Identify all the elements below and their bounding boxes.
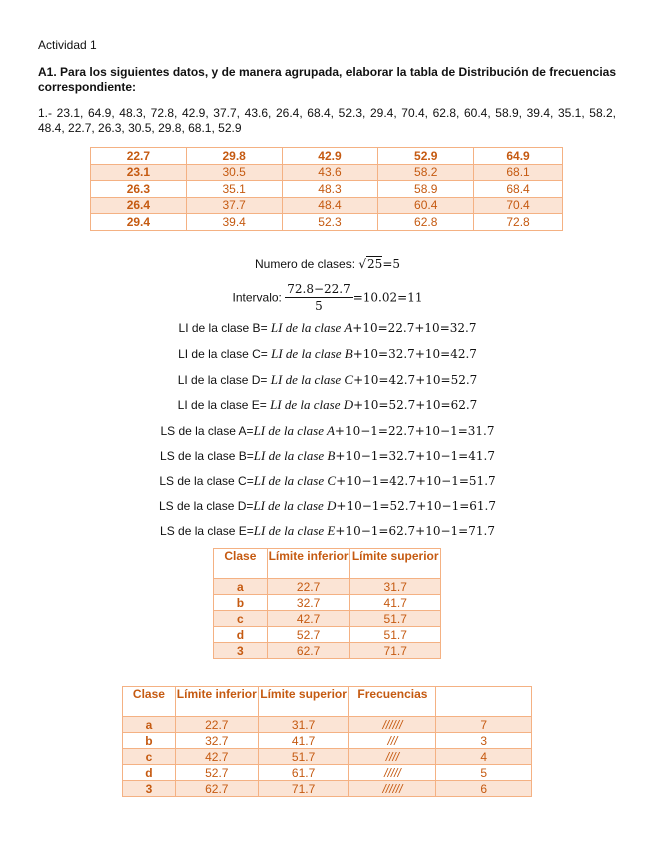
li-line-b [0,320,655,336]
tally-cell: //// [349,749,436,765]
formula-expression: LI de la clase D [253,498,337,513]
ls-line-d [0,498,655,514]
table-cell: b [214,595,268,611]
li-line-d [0,372,655,388]
formula-expression: LI de la clase D [270,397,354,412]
table-cell: 42.9 [282,148,378,165]
num-classes-formula [0,256,655,272]
frequency-cell: 7 [436,717,532,733]
table-cell: 62.8 [378,214,474,231]
table-cell: 30.5 [186,164,282,181]
table-row [214,627,441,643]
table-row [91,181,563,198]
formula-label: LI de la clase D= [177,373,271,387]
table-header-row [123,687,532,717]
table-cell: 61.7 [258,765,349,781]
table-row [123,717,532,733]
ls-line-c [0,473,655,489]
formula-label: LI de la clase B= [178,321,271,335]
frequency-cell: 6 [436,781,532,797]
formula-label: LS de la clase D= [158,499,254,513]
table-cell: 41.7 [258,733,349,749]
tally-cell: ////// [349,781,436,797]
table-cell: 71.7 [258,781,349,797]
table-cell: 37.7 [186,197,282,214]
li-line-e [0,397,655,413]
ls-line-e [0,523,655,539]
column-header: Límite inferior [267,549,350,579]
table-cell: 51.7 [258,749,349,765]
formula-expression: LI de la clase C [270,372,354,387]
table-cell: c [123,749,176,765]
frequency-cell: 5 [436,765,532,781]
table-cell: 68.1 [474,164,563,181]
formula-label: LS de la clase B= [160,449,254,463]
table-cell: 42.7 [267,611,350,627]
column-header: Frecuencias [349,687,436,717]
formula-expression: LI de la clase A [270,320,353,335]
table-row [214,579,441,595]
formula-calculation: +10−1=52.7+10−1=61.7 [336,499,496,513]
formula-expression: LI de la clase B [271,346,353,361]
formula-label: LI de la clase E= [177,398,271,412]
table-cell: 68.4 [474,181,563,198]
formula-calculation: +10=42.7+10=52.7 [353,373,478,387]
table-cell: 48.3 [282,181,378,198]
interval-formula [0,281,655,314]
table-row [123,781,532,797]
formula-calculation: +10=22.7+10=32.7 [352,321,477,335]
formula-calculation: +10=32.7+10=42.7 [352,347,477,361]
interval-fraction [285,281,353,314]
data-values-line: 1.- 23.1, 64.9, 48.3, 72.8, 42.9, 37.7, 43.6, 26.4, 68.4, 52.3, 29.4, 70.4, 62.8, 60.4, 58.9, 39.4, 35.1, 58.2, 48.4, 22.7, 26.3, 30.5, 29.8, 68.1, 52.9 [38,106,616,135]
table-cell: 39.4 [186,214,282,231]
table-cell: 32.7 [267,595,350,611]
table-cell: 29.4 [91,214,187,231]
frequency-cell: 4 [436,749,532,765]
table-cell: 22.7 [91,148,187,165]
column-header [436,687,532,717]
table-cell: 26.4 [91,197,187,214]
table-cell: 22.7 [175,717,258,733]
exercise-heading: A1. Para los siguientes datos, y de manera agrupada, elaborar la tabla de Distribución de frecuencias correspondiente: [38,65,616,94]
table-cell: 35.1 [186,181,282,198]
formula-calculation: +10=52.7+10=62.7 [353,398,478,412]
table-cell: 23.1 [91,164,187,181]
formula-expression: LI de la clase A [253,423,335,438]
formula-expression: LI de la clase C [253,473,337,488]
activity-title: Actividad 1 [38,38,97,52]
table-cell: 58.2 [378,164,474,181]
tally-cell: /// [349,733,436,749]
formula-calculation: +10−1=22.7+10−1=31.7 [334,424,495,438]
table-cell: c [214,611,268,627]
column-header: Clase [123,687,176,717]
formula-label: LS de la clase A= [160,424,254,438]
frequency-table [122,686,532,797]
table-row [91,197,563,214]
table-row [123,765,532,781]
table-cell: 43.6 [282,164,378,181]
table-cell: 62.7 [267,643,350,659]
data-table [90,147,563,231]
formula-calculation: +10−1=32.7+10−1=41.7 [335,449,495,463]
limits-table [213,548,441,659]
formula-result: =10.02=11 [352,290,423,305]
column-header: Límite superior [258,687,349,717]
table-cell: 31.7 [350,579,441,595]
formula-expression: LI de la clase E [253,523,336,538]
ls-line-a [0,423,655,439]
column-header: Límite inferior [175,687,258,717]
frequency-cell: 3 [436,733,532,749]
table-row [91,164,563,181]
formula-label: LS de la clase E= [160,524,254,538]
table-cell: 26.3 [91,181,187,198]
formula-calculation: +10−1=62.7+10−1=71.7 [335,524,495,538]
table-cell: 29.8 [186,148,282,165]
table-cell: 52.7 [175,765,258,781]
table-row [214,611,441,627]
table-cell: 64.9 [474,148,563,165]
sqrt-symbol: √ [358,257,367,271]
table-cell: 32.7 [175,733,258,749]
table-cell: d [123,765,176,781]
column-header: Límite superior [350,549,441,579]
table-row [214,595,441,611]
table-cell: 70.4 [474,197,563,214]
table-cell: 42.7 [175,749,258,765]
table-header-row [214,549,441,579]
table-cell: 58.9 [378,181,474,198]
formula-result: =5 [382,257,401,271]
li-line-c [0,346,655,362]
formula-label: LI de la clase C= [178,347,272,361]
table-row [214,643,441,659]
radicand: 25 [367,257,383,271]
ls-line-b [0,448,655,464]
table-row [123,733,532,749]
table-cell: 51.7 [350,611,441,627]
table-cell: 31.7 [258,717,349,733]
tally-cell: ///// [349,765,436,781]
column-header: Clase [214,549,268,579]
table-cell: 48.4 [282,197,378,214]
formula-calculation: +10−1=42.7+10−1=51.7 [336,474,496,488]
table-cell: 72.8 [474,214,563,231]
formula-label: Intervalo: [232,290,286,305]
table-cell: a [123,717,176,733]
formula-label: Numero de clases: [254,257,359,271]
table-cell: 71.7 [350,643,441,659]
table-cell: 52.3 [282,214,378,231]
table-cell: 52.9 [378,148,474,165]
table-cell: 51.7 [350,627,441,643]
fraction-numerator: 72.8−22.7 [287,282,351,296]
table-cell: 41.7 [350,595,441,611]
formula-expression: LI de la clase B [253,448,336,463]
formula-label: LS de la clase C= [159,474,254,488]
table-cell: d [214,627,268,643]
table-cell: 52.7 [267,627,350,643]
table-cell: b [123,733,176,749]
fraction-denominator: 5 [315,299,323,313]
table-cell: 3 [123,781,176,797]
table-cell: a [214,579,268,595]
tally-cell: ////// [349,717,436,733]
table-cell: 60.4 [378,197,474,214]
table-cell: 22.7 [267,579,350,595]
table-row [123,749,532,765]
table-cell: 62.7 [175,781,258,797]
table-row [91,148,563,165]
table-row [91,214,563,231]
table-cell: 3 [214,643,268,659]
